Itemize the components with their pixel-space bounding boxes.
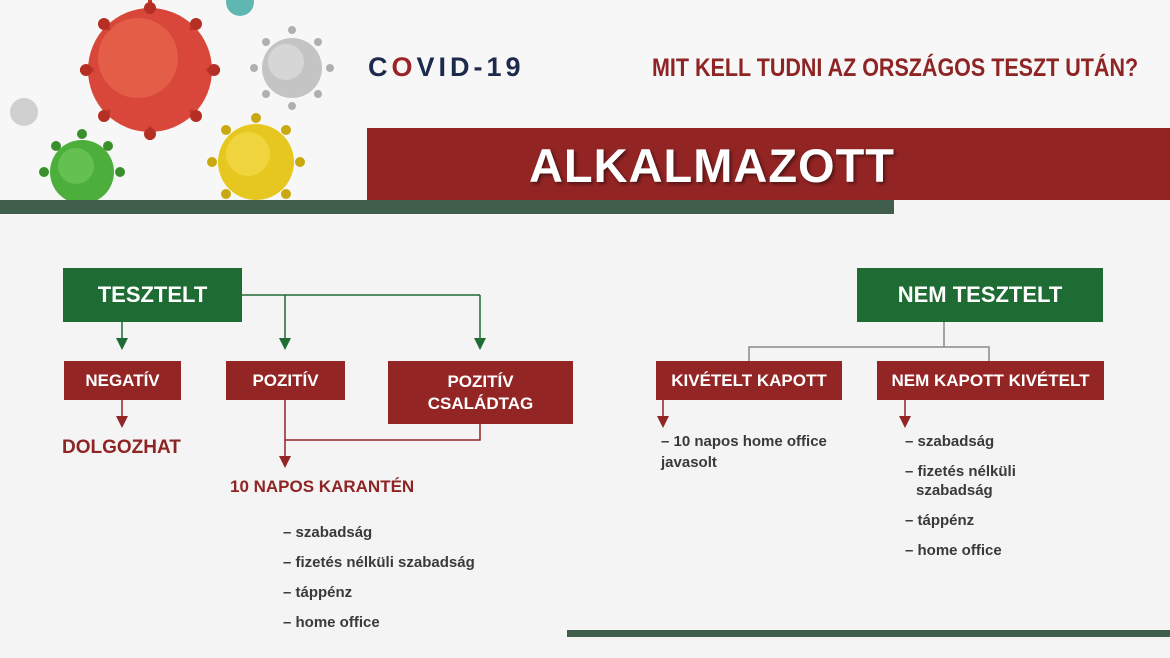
can-work-label: DOLGOZHAT	[62, 437, 181, 458]
positive-label: POZITÍV	[252, 370, 319, 390]
list-item: – szabadság	[283, 524, 373, 541]
list-item: – home office	[905, 542, 1002, 559]
positive-family-box	[388, 361, 573, 424]
list-item: – fizetés nélküli szabadság	[283, 554, 475, 571]
exempt-note-line1: – 10 napos home office	[661, 433, 827, 450]
list-item: – táppénz	[905, 512, 975, 529]
positive-family-label-line1: POZITÍV	[447, 371, 514, 391]
exempt-note-line2: javasolt	[661, 454, 717, 471]
quarantine-label: 10 NAPOS KARANTÉN	[230, 477, 415, 496]
logo-accent-letter: O	[391, 52, 417, 82]
positive-box	[226, 361, 345, 400]
covid-19-logo: COVID-19	[368, 52, 525, 82]
not-exempt-box	[877, 361, 1104, 400]
tested-label: TESZTELT	[97, 282, 208, 307]
list-item: – táppénz	[283, 584, 353, 601]
list-item: – home office	[283, 614, 380, 631]
positive-family-label-line2: CSALÁDTAG	[427, 393, 534, 413]
quarantine-options-list	[283, 524, 475, 644]
green-arrowheads	[116, 338, 486, 350]
tested-box	[63, 268, 242, 322]
list-item: – fizetés nélküli	[905, 463, 1016, 480]
negative-label: NEGATÍV	[85, 370, 160, 390]
not-tested-box	[857, 268, 1103, 322]
exempt-note	[661, 433, 827, 472]
not-exempt-options-list	[905, 433, 1016, 572]
list-item-continuation: szabadság	[916, 482, 993, 499]
bottom-divider	[567, 630, 1170, 637]
not-exempt-label: NEM KAPOTT KIVÉTELT	[891, 370, 1090, 390]
page-headline: MIT KELL TUDNI AZ ORSZÁGOS TESZT UTÁN?	[652, 54, 1139, 82]
list-item: – szabadság	[905, 433, 995, 450]
exempt-label: KIVÉTELT KAPOTT	[671, 370, 827, 390]
banner-title: ALKALMAZOTT	[528, 139, 896, 192]
negative-box	[64, 361, 181, 400]
not-tested-label: NEM TESZTELT	[897, 282, 1063, 307]
exempt-box	[656, 361, 842, 400]
